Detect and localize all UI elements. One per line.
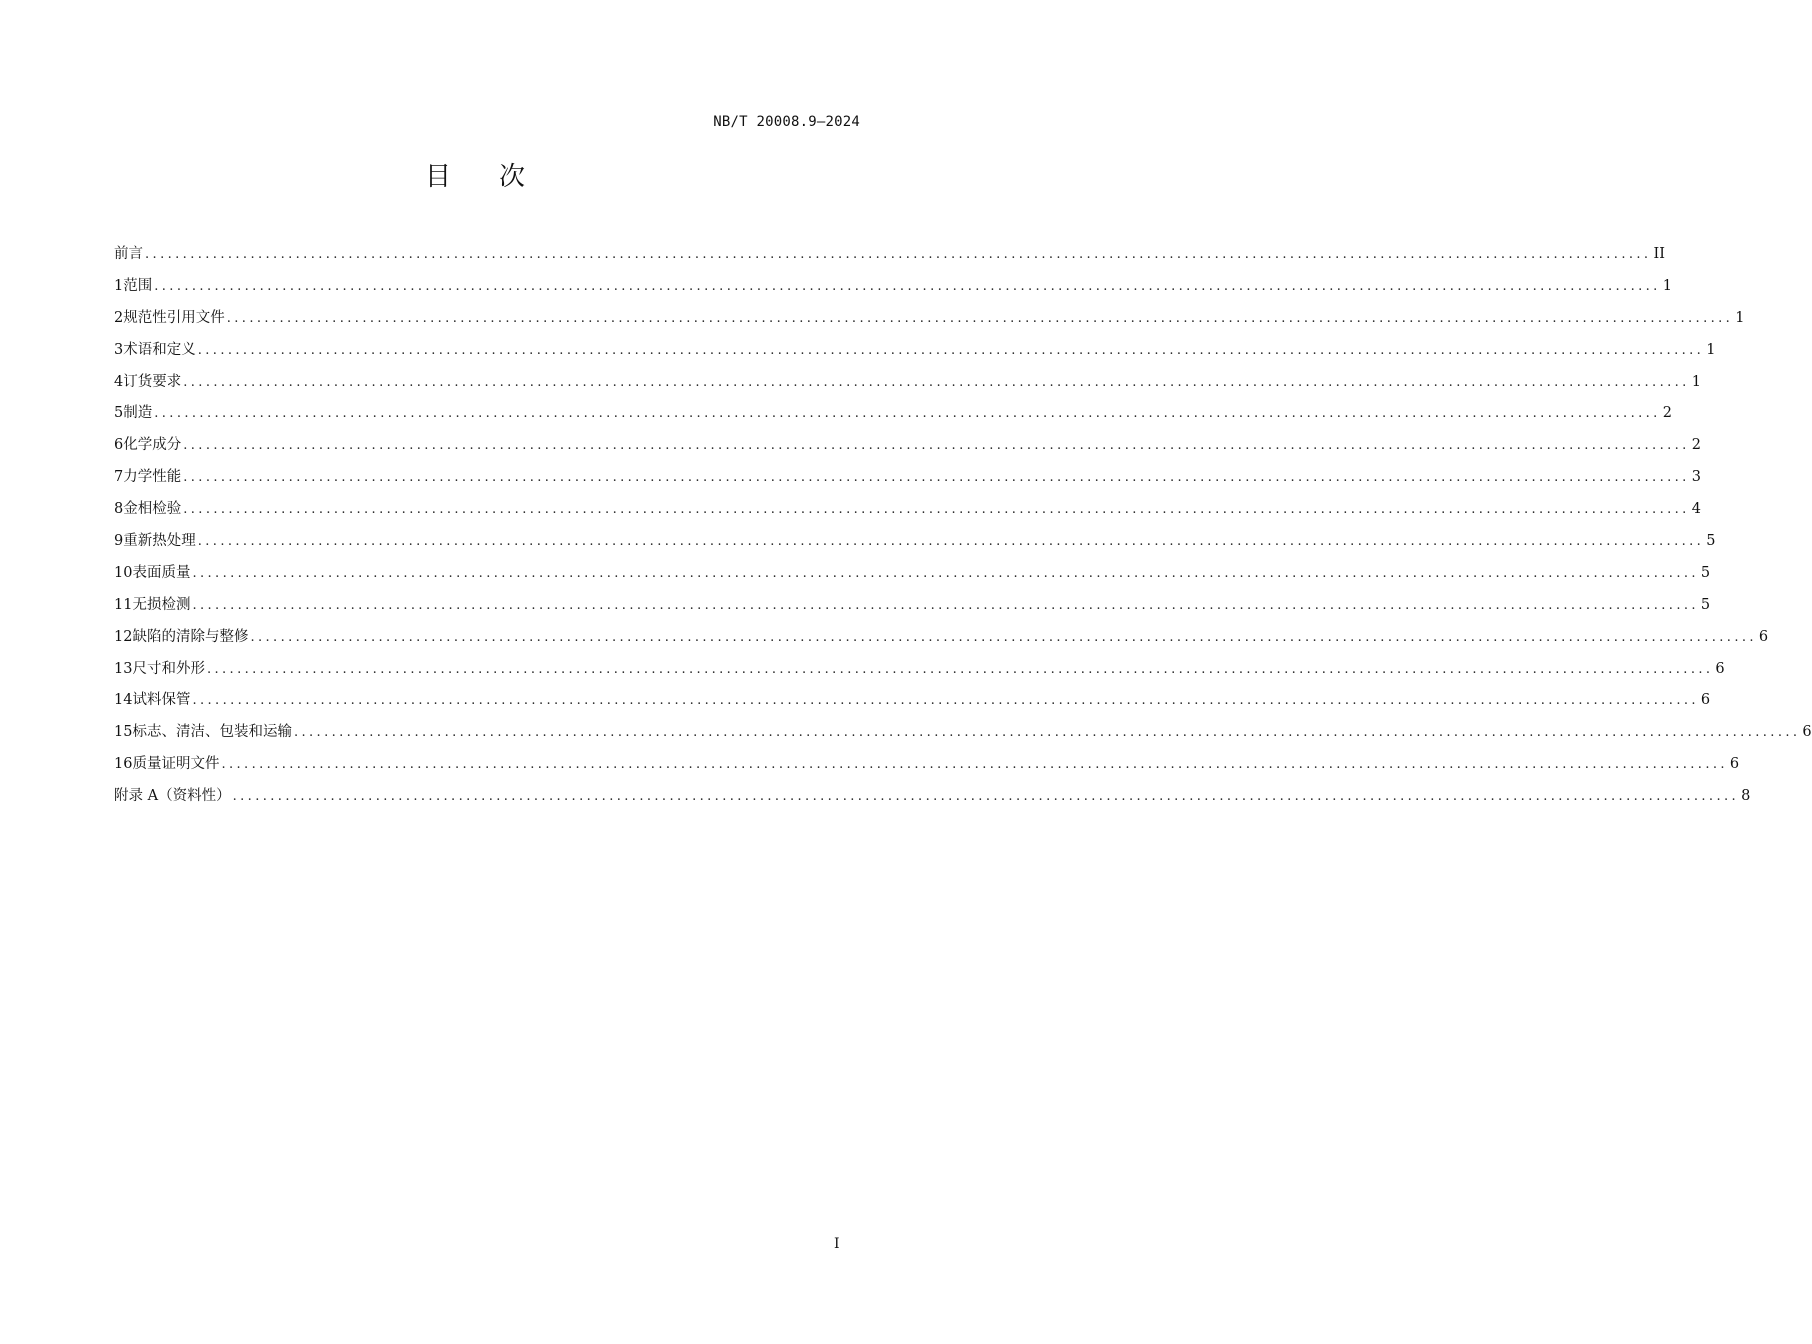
toc-entry[interactable]: [114, 433, 1701, 465]
toc-entry-page: 6: [1700, 692, 1711, 709]
toc-entry-title: 范围: [123, 277, 153, 294]
toc-entry-title: 缺陷的清除与整修: [132, 628, 249, 645]
toc-entry-number: 4: [114, 373, 124, 390]
table-of-contents: [114, 242, 1812, 816]
page-number: I: [834, 1236, 840, 1252]
toc-dot-leader: ........................................................................................................................................................................................................: [206, 661, 1714, 677]
toc-entry-title: 试料保管: [132, 692, 191, 709]
toc-entry-number: 8: [114, 501, 124, 518]
toc-entry[interactable]: [114, 401, 1672, 433]
toc-entry[interactable]: [114, 338, 1716, 370]
toc-entry-number: 11: [114, 596, 133, 613]
toc-entry-page: 2: [1691, 437, 1701, 454]
toc-entry-number: 12: [114, 628, 133, 645]
toc-entry[interactable]: [114, 752, 1740, 784]
toc-dot-leader: ........................................................................................................................................................................................................: [250, 629, 1757, 645]
toc-entry-page: 6: [1729, 756, 1740, 773]
toc-entry-page: 6: [1715, 660, 1725, 677]
toc-entry-number: 3: [114, 341, 124, 358]
toc-dot-leader: ........................................................................................................................................................................................................: [145, 247, 1652, 262]
toc-dot-leader: ........................................................................................................................................................................................................: [192, 597, 1699, 613]
toc-entry-title: 前言: [114, 246, 143, 262]
toc-entry-page: 4: [1691, 501, 1701, 518]
toc-entry-title: 订货要求: [123, 373, 182, 390]
toc-entry-number: 13: [114, 660, 133, 677]
toc-dot-leader: ........................................................................................................................................................................................................: [183, 438, 1690, 454]
toc-dot-leader: ........................................................................................................................................................................................................: [154, 278, 1661, 294]
toc-entry[interactable]: [114, 657, 1725, 689]
toc-entry-number: 6: [114, 437, 124, 454]
toc-entry[interactable]: [114, 370, 1701, 402]
toc-entry[interactable]: [114, 688, 1711, 720]
toc-entry[interactable]: [114, 561, 1711, 593]
toc-entry-page: 1: [1735, 309, 1745, 326]
toc-entry-number: 10: [114, 564, 133, 581]
toc-entry-page: II: [1653, 246, 1665, 262]
toc-entry[interactable]: [114, 306, 1745, 338]
toc-entry-title: 规范性引用文件: [123, 309, 225, 326]
toc-entry-number: 15: [114, 724, 133, 741]
toc-dot-leader: ........................................................................................................................................................................................................: [192, 693, 1699, 709]
toc-dot-leader: ........................................................................................................................................................................................................: [154, 406, 1661, 422]
toc-entry-number: 9: [114, 533, 124, 550]
toc-dot-leader: ........................................................................................................................................................................................................: [183, 374, 1690, 390]
toc-entry-title: 质量证明文件: [132, 756, 220, 773]
toc-entry-title: 附录 A（资料性）: [114, 788, 231, 805]
toc-entry-title: 表面质量: [132, 564, 191, 581]
toc-entry-page: 2: [1662, 405, 1672, 422]
toc-entry-title: 标志、清洁、包装和运输: [132, 724, 292, 741]
toc-entry-number: 7: [114, 469, 124, 486]
toc-entry[interactable]: [114, 274, 1672, 306]
toc-entry-title: 重新热处理: [123, 533, 196, 550]
toc-dot-leader: ........................................................................................................................................................................................................: [197, 534, 1705, 550]
toc-entry[interactable]: [114, 529, 1716, 561]
toc-entry-number: 1: [114, 277, 124, 294]
document-code: NB/T 20008.9—2024: [713, 114, 860, 130]
toc-entry[interactable]: [114, 625, 1769, 657]
toc-entry-page: 1: [1706, 341, 1716, 358]
toc-dot-leader: ........................................................................................................................................................................................................: [226, 310, 1734, 326]
toc-entry-title: 尺寸和外形: [132, 660, 205, 677]
toc-dot-leader: ........................................................................................................................................................................................................: [197, 342, 1705, 358]
toc-entry-page: 3: [1691, 469, 1701, 486]
toc-entry-title: 术语和定义: [123, 341, 196, 358]
toc-entry[interactable]: [114, 784, 1751, 816]
toc-entry-title: 制造: [123, 405, 153, 422]
toc-dot-leader: ........................................................................................................................................................................................................: [232, 789, 1740, 805]
toc-entry[interactable]: [114, 497, 1701, 529]
toc-entry-title: 化学成分: [123, 437, 182, 454]
toc-entry-number: 2: [114, 309, 124, 326]
toc-entry-page: 8: [1741, 788, 1751, 805]
toc-entry-page: 5: [1700, 564, 1711, 581]
toc-dot-leader: ........................................................................................................................................................................................................: [293, 725, 1801, 741]
toc-entry[interactable]: [114, 242, 1665, 274]
toc-entry[interactable]: [114, 593, 1711, 625]
toc-dot-leader: ........................................................................................................................................................................................................: [183, 470, 1690, 486]
toc-entry-page: 5: [1700, 596, 1711, 613]
toc-dot-leader: ........................................................................................................................................................................................................: [192, 565, 1699, 581]
toc-entry[interactable]: [114, 465, 1701, 497]
toc-entry[interactable]: [114, 720, 1812, 752]
toc-entry-page: 6: [1802, 724, 1812, 741]
toc-entry-page: 5: [1706, 533, 1716, 550]
toc-entry-title: 力学性能: [123, 469, 182, 486]
toc-entry-page: 6: [1758, 628, 1769, 645]
toc-entry-number: 5: [114, 405, 124, 422]
toc-entry-number: 14: [114, 692, 133, 709]
toc-entry-number: 16: [114, 756, 133, 773]
page-title: 目次: [424, 162, 573, 192]
toc-entry-page: 1: [1662, 277, 1672, 294]
toc-entry-title: 无损检测: [132, 596, 191, 613]
toc-entry-title: 金相检验: [123, 501, 182, 518]
toc-dot-leader: ........................................................................................................................................................................................................: [221, 757, 1728, 773]
toc-dot-leader: ........................................................................................................................................................................................................: [183, 502, 1690, 518]
toc-entry-page: 1: [1691, 373, 1701, 390]
